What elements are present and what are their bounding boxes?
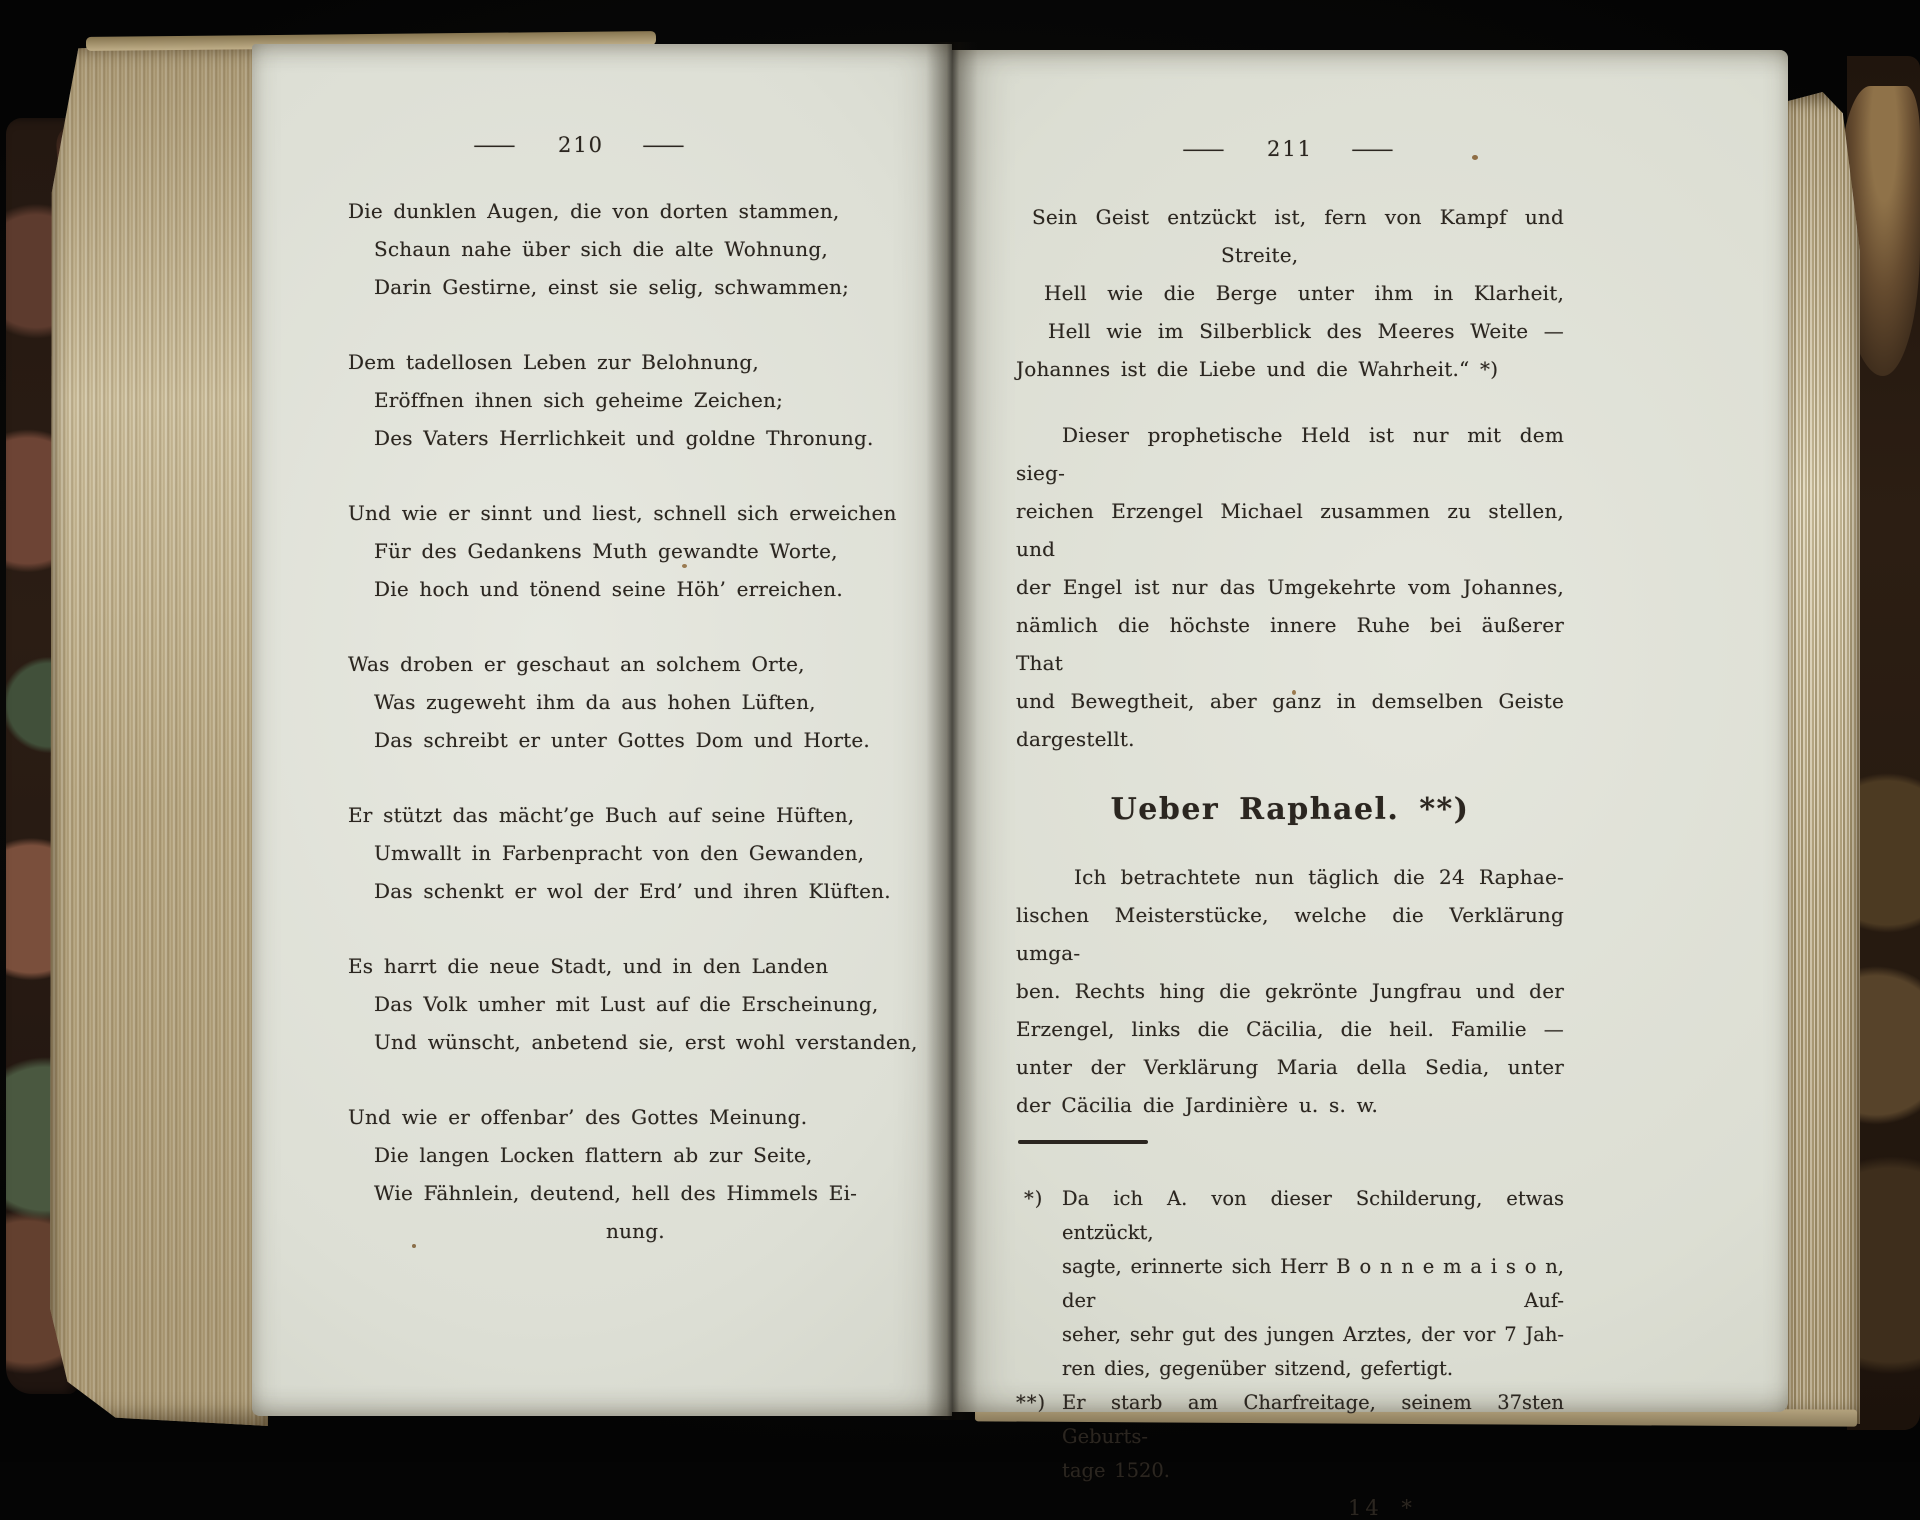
paragraph-line: nämlich die höchste innere Ruhe bei äußerer That (1016, 613, 1564, 675)
stanza (348, 796, 891, 910)
page-number: 211 (1266, 137, 1314, 161)
poem-line: Umwallt in Farbenpracht von den Gewanden, (374, 841, 865, 865)
poem-line: Es harrt die neue Stadt, und in den Landen (348, 954, 829, 978)
poem-line: Das schreibt er unter Gottes Dom und Horte. (374, 728, 870, 752)
paragraph-line: lischen Meisterstücke, welche die Verklärung umga- (1016, 903, 1564, 965)
header-dash: — (472, 133, 521, 157)
poem-line: Johannes ist die Liebe und die Wahrheit.“ *) (1016, 357, 1499, 381)
paragraph (1016, 416, 1564, 758)
poem-line: Die hoch und tönend seine Höh’ erreichen. (374, 577, 843, 601)
paragraph-line: reichen Erzengel Michael zusammen zu stellen, und (1016, 499, 1564, 561)
footnote-line: ren dies, gegenüber sitzend, gefertigt. (1062, 1356, 1454, 1380)
footnote-line: tage 1520. (1062, 1458, 1171, 1482)
page-header (1016, 136, 1564, 162)
poem-line: Dem tadellosen Leben zur Belohnung, (348, 350, 759, 374)
poem-line: Hell wie die Berge unter ihm in Klarheit, (1044, 281, 1564, 305)
paragraph-line: der Cäcilia die Jardinière u. s. w. (1016, 1093, 1379, 1117)
poem-line: Und wie er offenbar’ des Gottes Meinung. (348, 1105, 808, 1129)
poem-line: Streite, (1221, 243, 1299, 267)
paragraph-line: Dieser prophetische Held ist nur mit dem sieg- (1016, 423, 1564, 485)
header-dash: — (1181, 137, 1230, 161)
poem-line: Sein Geist entzückt ist, fern von Kampf und (1032, 205, 1564, 229)
poem-line: Das schenkt er wol der Erd’ und ihren Klüften. (374, 879, 891, 903)
section-heading: Ueber Raphael. **) (1110, 792, 1470, 827)
paragraph-line: Erzengel, links die Cäcilia, die heil. Familie — (1016, 1017, 1564, 1041)
stanza (348, 645, 870, 759)
left-page-block-edge (50, 40, 268, 1426)
poem-line: Und wie er sinnt und liest, schnell sich erweichen (348, 501, 897, 525)
stanza (348, 947, 918, 1061)
paragraph-line: Ich betrachtete nun täglich die 24 Raphae- (1074, 865, 1564, 889)
poem-line: Was zugeweht ihm da aus hohen Lüften, (374, 690, 816, 714)
stanza (348, 1098, 858, 1250)
poem-line: Er stützt das mächt’ge Buch auf seine Hüften, (348, 803, 855, 827)
poem-line: Das Volk umher mit Lust auf die Erscheinung, (374, 992, 879, 1016)
left-page-text-column (348, 44, 918, 1287)
stanza (348, 192, 850, 306)
footnote-marker: *) (1024, 1186, 1044, 1210)
paragraph-line: der Engel ist nur das Umgekehrte vom Johannes, (1016, 575, 1564, 599)
poem-line: Und wünscht, anbetend sie, erst wohl verstanden, (374, 1030, 918, 1054)
footnote-marker: **) (1016, 1390, 1047, 1414)
footnote (1016, 1182, 1564, 1386)
poem-line: Die dunklen Augen, die von dorten stammen, (348, 199, 840, 223)
right-page-block-edge (1782, 92, 1860, 1424)
stanza (348, 494, 897, 608)
paragraph-line: und Bewegtheit, aber ganz in demselben Geiste (1016, 689, 1564, 713)
header-dash: — (1350, 137, 1399, 161)
poem (1016, 198, 1564, 388)
stanza (348, 343, 874, 457)
right-page (952, 50, 1788, 1520)
paragraph (1016, 858, 1564, 1124)
poem (348, 192, 918, 1250)
poem-line: Des Vaters Herrlichkeit und goldne Thronung. (374, 426, 874, 450)
paragraph-line: unter der Verklärung Maria della Sedia, unter (1016, 1055, 1564, 1079)
poem-line: Die langen Locken flattern ab zur Seite, (374, 1143, 813, 1167)
poem-line: Eröffnen ihnen sich geheime Zeichen; (374, 388, 784, 412)
footnotes (1016, 1182, 1564, 1488)
right-page-text-column (1016, 50, 1564, 1520)
page-number: 210 (557, 133, 605, 157)
footnote-line: Er starb am Charfreitage, seinem 37sten Geburts- (1062, 1390, 1564, 1448)
poem-line: Darin Gestirne, einst sie selig, schwammen; (374, 275, 850, 299)
footnote-line: seher, sehr gut des jungen Arztes, der vor 7 Jah- (1062, 1322, 1564, 1346)
footnote-line: sagte, erinnerte sich Herr B o n n e m a i s o n, der Auf- (1062, 1254, 1564, 1312)
signature-mark: 14 * (1348, 1495, 1416, 1520)
poem-line: nung. (606, 1219, 665, 1243)
footnote-rule (1018, 1140, 1148, 1144)
poem-line: Hell wie im Silberblick des Meeres Weite — (1048, 319, 1564, 343)
header-dash: — (641, 133, 690, 157)
paragraph-line: dargestellt. (1016, 727, 1135, 751)
left-page (252, 44, 952, 1416)
poem-line: Was droben er geschaut an solchem Orte, (348, 652, 805, 676)
poem-line: Für des Gedankens Muth gewandte Worte, (374, 539, 838, 563)
footnote-line: Da ich A. von dieser Schilderung, etwas entzückt, (1062, 1186, 1564, 1244)
paragraph-line: ben. Rechts hing die gekrönte Jungfrau und der (1016, 979, 1564, 1003)
poem-line: Schaun nahe über sich die alte Wohnung, (374, 237, 828, 261)
page-header (348, 132, 814, 158)
poem-line: Wie Fähnlein, deutend, hell des Himmels Ei- (374, 1181, 858, 1205)
footnote (1016, 1386, 1564, 1488)
